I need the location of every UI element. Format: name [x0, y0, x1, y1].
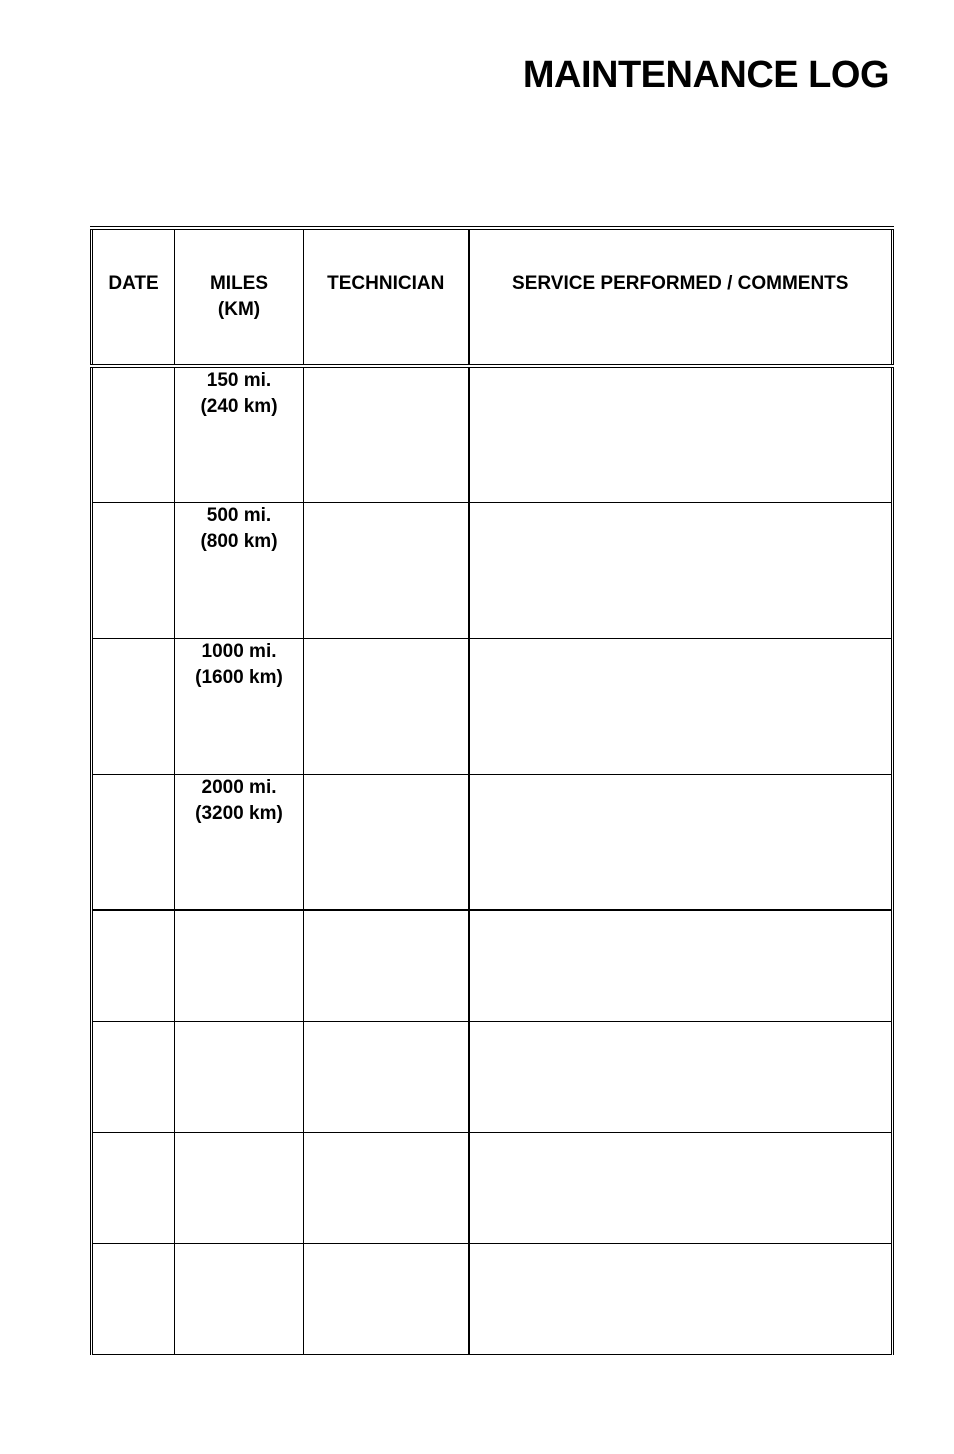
table-row [92, 366, 893, 502]
service-header-label: SERVICE PERFORMED / COMMENTS [512, 273, 849, 294]
date-header-label: DATE [108, 273, 159, 294]
table-row [92, 638, 893, 774]
technician-cell[interactable] [304, 366, 469, 502]
date-cell[interactable] [92, 1132, 175, 1243]
date-cell[interactable] [92, 1021, 175, 1132]
technician-cell[interactable] [304, 1243, 469, 1354]
column-header-service [469, 228, 893, 366]
miles-cell[interactable] [175, 1243, 304, 1354]
date-cell[interactable] [92, 910, 175, 1021]
km-value: (3200 km) [195, 802, 283, 824]
miles-value: 150 mi. [206, 370, 272, 391]
miles-value: 1000 mi. [201, 640, 277, 662]
service-cell[interactable] [469, 774, 893, 910]
miles-cell [175, 774, 304, 910]
miles-cell [175, 638, 304, 774]
miles-cell[interactable] [175, 1021, 304, 1132]
column-header-date [92, 228, 175, 366]
date-cell[interactable] [92, 774, 175, 910]
table-row [92, 910, 893, 1021]
service-cell[interactable] [469, 638, 893, 774]
technician-cell[interactable] [304, 1021, 469, 1132]
table-row [92, 1021, 893, 1132]
page-title: MAINTENANCE LOG [522, 54, 889, 96]
table-row [92, 1243, 893, 1354]
km-value: (1600 km) [195, 666, 283, 688]
header-row [92, 228, 893, 366]
technician-header-label: TECHNICIAN [327, 273, 445, 294]
miles-cell [175, 502, 304, 638]
date-cell[interactable] [92, 502, 175, 638]
service-cell[interactable] [469, 1021, 893, 1132]
miles-header-label: MILES [209, 273, 269, 294]
table-row [92, 1132, 893, 1243]
service-cell[interactable] [469, 502, 893, 638]
km-header-label: (KM) [217, 299, 261, 320]
technician-cell[interactable] [304, 1132, 469, 1243]
date-cell[interactable] [92, 638, 175, 774]
technician-cell[interactable] [304, 910, 469, 1021]
km-value: (240 km) [200, 396, 278, 417]
column-header-technician [304, 228, 469, 366]
miles-value: 500 mi. [206, 504, 272, 526]
column-header-miles [175, 228, 304, 366]
miles-value: 2000 mi. [201, 776, 277, 798]
miles-cell[interactable] [175, 910, 304, 1021]
table-row [92, 774, 893, 910]
technician-cell[interactable] [304, 638, 469, 774]
table-row [92, 502, 893, 638]
service-cell[interactable] [469, 366, 893, 502]
technician-cell[interactable] [304, 502, 469, 638]
service-cell[interactable] [469, 1132, 893, 1243]
service-cell[interactable] [469, 910, 893, 1021]
date-cell[interactable] [92, 366, 175, 502]
service-cell[interactable] [469, 1243, 893, 1354]
km-value: (800 km) [200, 530, 278, 552]
date-cell[interactable] [92, 1243, 175, 1354]
maintenance-log-table [90, 226, 894, 1355]
miles-cell [175, 366, 304, 502]
technician-cell[interactable] [304, 774, 469, 910]
miles-cell[interactable] [175, 1132, 304, 1243]
